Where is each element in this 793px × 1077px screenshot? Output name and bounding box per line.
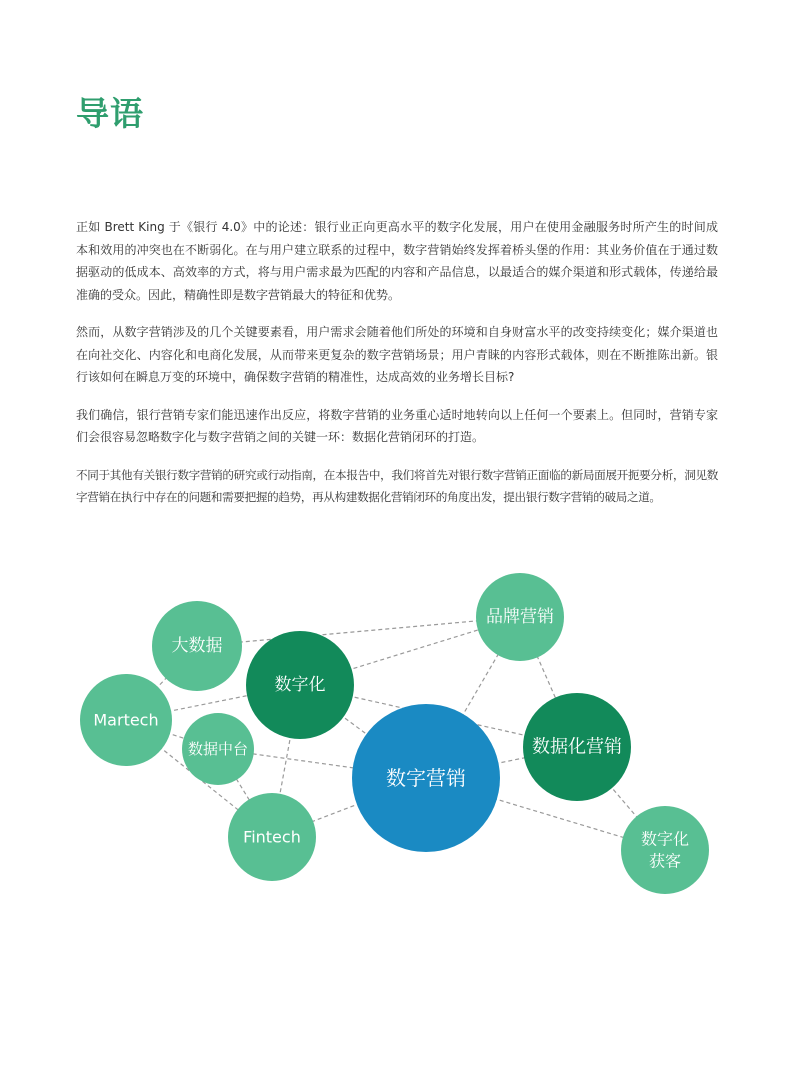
edge-dashuju-pinpaiyingxiao — [197, 617, 520, 646]
paragraph-3: 我们确信，银行营销专家们能迅速作出反应，将数字营销的业务重心适时地转向以上任何一个要素上。但同时，营销专家们会很容易忽略数字化与数字营销之间的关键一环：数据化营销闭环的打造。 — [76, 407, 718, 444]
page-title: 导语 — [76, 94, 144, 133]
bubble-diagram-svg — [0, 560, 793, 920]
node-shujuhuayingxiao — [523, 693, 631, 801]
node-label-fintech: Fintech — [243, 827, 301, 847]
intro-body — [76, 216, 718, 524]
node-shuzihua — [246, 631, 354, 739]
node-fintech — [228, 793, 316, 881]
node-shuziyingxiao — [352, 704, 500, 852]
nodes-layer — [80, 573, 709, 894]
node-label-pinpaiyingxiao: 品牌营销 — [486, 607, 554, 627]
concept-bubble-diagram — [0, 560, 793, 920]
node-martech — [80, 674, 172, 766]
node-label-dashuju: 大数据 — [171, 636, 223, 656]
node-label-shuziyingxiao: 数字营销 — [386, 766, 466, 790]
paragraph-1: 正如 Brett King 于《银行 4.0》中的论述：银行业正向更高水平的数字化发展，用户在使用金融服务时所产生的时间成本和效用的冲突也在不断弱化。在与用户建立联系的过程中，数字营销始终发挥着桥头堡的作用：其业务价值在于通过数据驱动的低成本、高效率的方式，将与用户需求最为匹配的内容和产品信息，以最适合的媒介渠道和形式载体，传递给最准确的受众。因此，精确性即是数字营销最大的特征和优势。 — [76, 220, 718, 302]
paragraph-2: 然而，从数字营销涉及的几个关键要素看，用户需求会随着他们所处的环境和自身财富水平的改变持续变化；媒介渠道也在向社交化、内容化和电商化发展，从而带来更复杂的数字营销场景；用户青睐的内容形式载体，则在不断推陈出新。银行该如何在瞬息万变的环境中，确保数字营销的精准性，达成高效的业务增长目标? — [76, 325, 718, 384]
node-shujuzhongtai — [182, 713, 254, 785]
node-label-shujuhuayingxiao: 数据化营销 — [532, 736, 622, 758]
node-pinpaiyingxiao — [476, 573, 564, 661]
node-shuzihuahuoke — [621, 806, 709, 894]
node-label-shuzihua: 数字化 — [274, 675, 326, 695]
paragraph-4: 不同于其他有关银行数字营销的研究或行动指南，在本报告中，我们将首先对银行数字营销正面临的新局面展开扼要分析，洞见数字营销在执行中存在的问题和需要把握的趋势，再从构建数据化营销闭环的角度出发，提出银行数字营销的破局之道。 — [76, 467, 718, 504]
node-label-shuzihuahuoke: 获客 — [648, 851, 682, 871]
node-dashuju — [152, 601, 242, 691]
node-label-shujuzhongtai: 数据中台 — [187, 740, 249, 758]
node-label-shuzihuahuoke: 数字化 — [640, 829, 690, 849]
node-label-martech: Martech — [93, 710, 159, 730]
node-circle-shuzihuahuoke — [621, 806, 709, 894]
